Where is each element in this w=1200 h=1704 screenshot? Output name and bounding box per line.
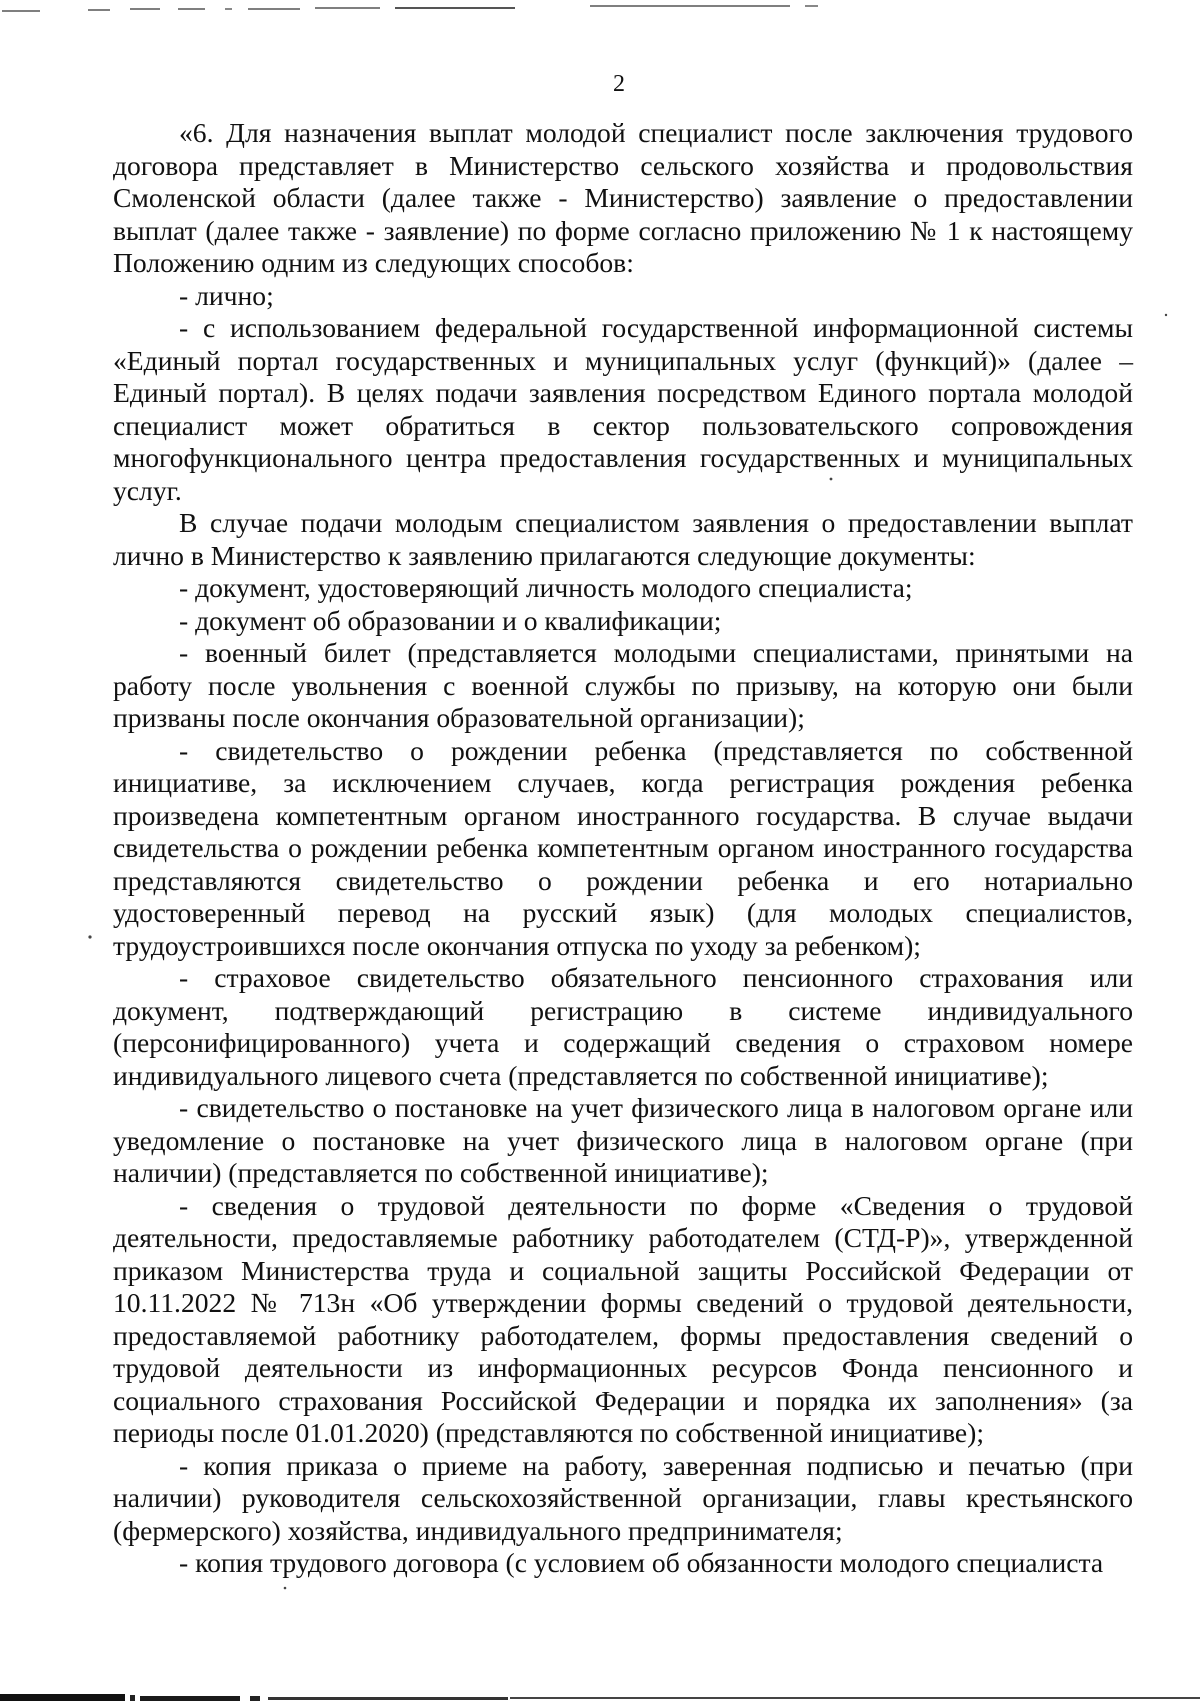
paragraph-item-6-intro: «6. Для назначения выплат молодой специалист после заключения трудового договора представляет в Министерство сельского хозяйства и продовольствия Смоленской области (далее также - Министерство) заявление о предоставлении выплат (далее также - заявление) по форме согласно приложению № 1 к настоящему Положению одним из следующих способов: <box>113 117 1133 278</box>
list-item-identity-document: - документ, удостоверяющий личность молодого специалиста; <box>179 572 913 603</box>
scan-edge-top <box>0 0 1200 14</box>
document-body <box>113 117 1133 1580</box>
list-item-unified-portal: - с использованием федеральной государственной информационной системы «Единый портал государственных и муниципальных услуг (функций)» (далее – Единый портал). В целях подачи заявления посредством Единого портала молодой специалист может обратиться в сектор пользовательского сопровождения многофункционального центра предоставления государственных и муниципальных услуг. <box>113 312 1133 506</box>
list-item-tax-registration: - свидетельство о постановке на учет физического лица в налоговом органе или уведомление о постановке на учет физического лица в налоговом органе (при наличии) (представляется по собственной инициативе); <box>113 1092 1133 1188</box>
list-item-hiring-order-copy: - копия приказа о приеме на работу, заверенная подписью и печатью (при наличии) руководителя сельскохозяйственной организации, главы крестьянского (фермерского) хозяйства, индивидуального предпринимателя; <box>113 1449 1133 1546</box>
list-item-in-person: - лично; <box>179 279 274 311</box>
page-number: 2 <box>613 71 625 97</box>
list-item-employment-record: - сведения о трудовой деятельности по форме «Сведения о трудовой деятельности, предоставляемые работнику работодателем (СТД-Р)», утвержденной приказом Министерства труда и социальной защиты Российской Федерации от 10.11.2022 № 713н «Об утверждении формы сведений о трудовой деятельности, предоставляемой работнику работодателем, формы предоставления сведений о трудовой деятельности из информационных ресурсов Фонда пенсионного и социального страхования Российской Федерации и порядка их заполнения» (за периоды после 01.01.2020) (представляются по собственной инициативе); <box>113 1189 1133 1448</box>
list-item-military-id: - военный билет (представляется молодыми специалистами, принятыми на работу после увольнения с военной службы по призыву, на которую они были призваны после окончания образовательной организации); <box>113 637 1133 733</box>
list-item-labor-contract-copy: - копия трудового договора (с условием об обязанности молодого специалиста <box>179 1547 1104 1578</box>
paragraph-documents-intro: В случае подачи молодым специалистом заявления о предоставлении выплат лично в Министерство к заявлению прилагаются следующие документы: <box>113 507 1133 571</box>
list-item-education-document: - документ об образовании и о квалификации; <box>179 604 722 636</box>
scan-edge-bottom <box>0 1686 1200 1704</box>
list-item-pension-insurance: - страховое свидетельство обязательного пенсионного страхования или документ, подтверждающий регистрацию в системе индивидуального (персонифицированного) учета и содержащий сведения о страховом номере индивидуального лицевого счета (представляется по собственной инициативе); <box>113 962 1133 1091</box>
list-item-birth-certificate: - свидетельство о рождении ребенка (представляется по собственной инициативе, за исключением случаев, когда регистрация рождения ребенка произведена компетентным органом иностранного государства. В случае выдачи свидетельства о рождении ребенка компетентным органом иностранного государства представляются свидетельство о рождении ребенка и его нотариально удостоверенный перевод на русский язык) (для молодых специалистов, трудоустроившихся после окончания отпуска по уходу за ребенком); <box>113 734 1133 961</box>
